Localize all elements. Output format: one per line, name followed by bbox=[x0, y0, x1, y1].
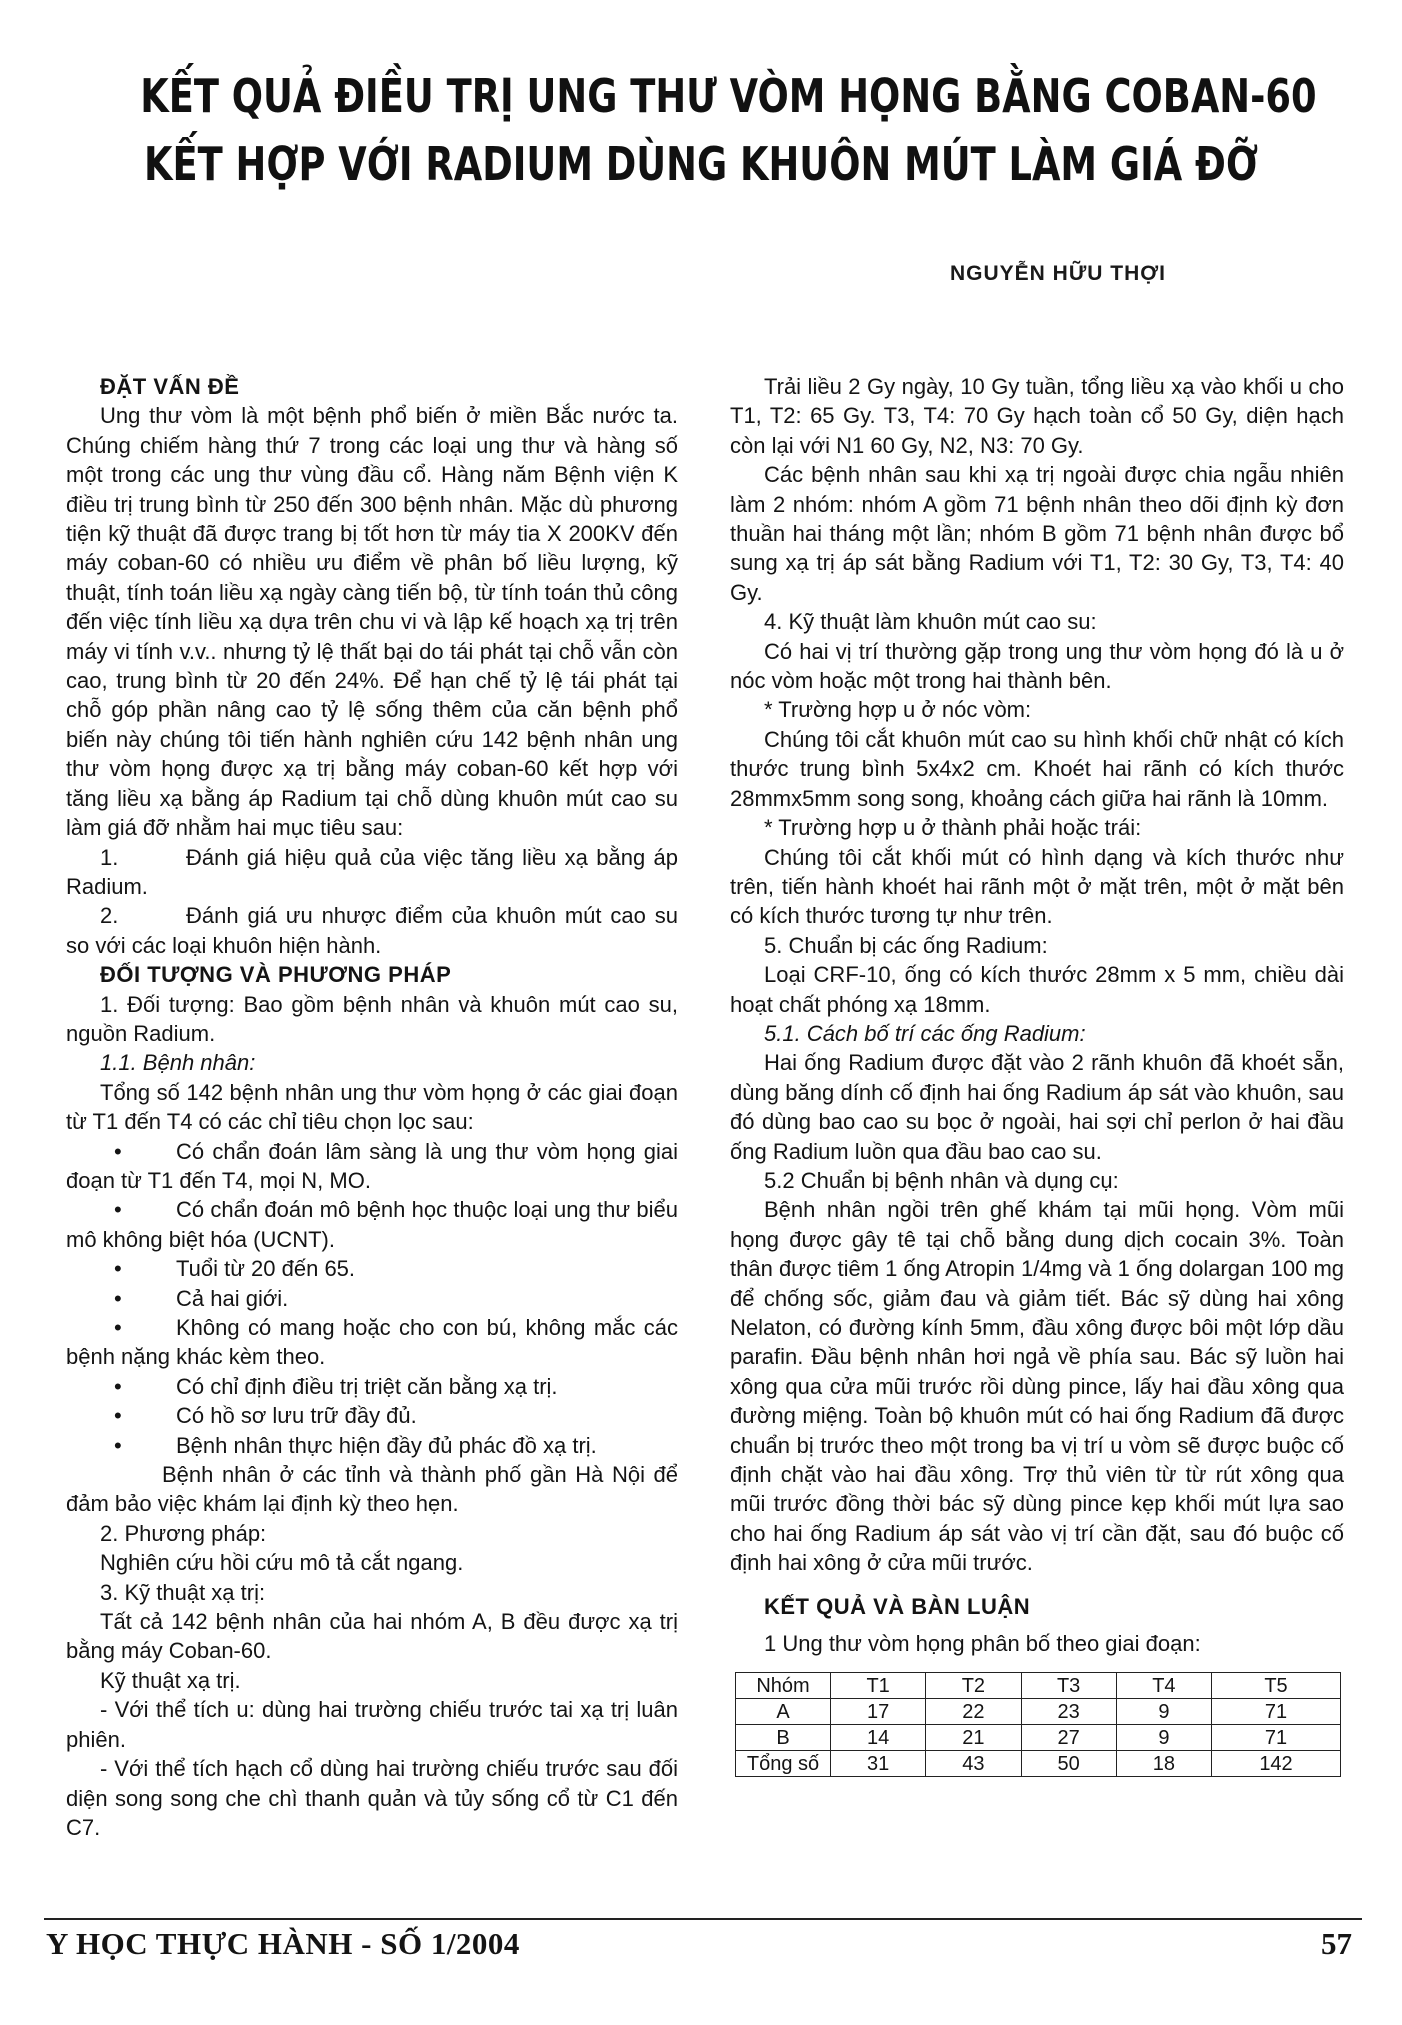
table-cell: A bbox=[736, 1699, 831, 1725]
table-cell: 142 bbox=[1212, 1751, 1341, 1777]
goal-item-2 bbox=[66, 901, 678, 960]
title-line-1: KẾT QUẢ ĐIỀU TRỊ UNG THƯ VÒM HỌNG BẰNG COBAN-60 bbox=[140, 69, 1317, 123]
table-cell: Tổng số bbox=[736, 1751, 831, 1777]
criteria-item bbox=[66, 1195, 678, 1254]
technique-heading: 3. Kỹ thuật xạ trị: bbox=[100, 1579, 266, 1605]
bullet-marker: • bbox=[114, 1197, 122, 1223]
journal-name: Y HỌC THỰC HÀNH - SỐ 1/2004 bbox=[46, 1926, 520, 1961]
case-wall-paragraph: Chúng tôi cắt khối mút có hình dạng và kích thước như trên, tiến hành khoét hai rãnh một ở mặt trên, một ở mặt bên có kích thước tương tự như trên. bbox=[730, 844, 1344, 929]
goal-text-1: Đánh giá hiệu quả của việc tăng liều xạ bằng áp Radium. bbox=[66, 844, 678, 899]
section-heading-methods: ĐỐI TƯỢNG VÀ PHƯƠNG PHÁP bbox=[100, 962, 452, 988]
table-row bbox=[736, 1725, 1341, 1751]
table-cell: B bbox=[736, 1725, 831, 1751]
article-title bbox=[140, 62, 1317, 198]
table-header-cell: T4 bbox=[1116, 1673, 1211, 1699]
criteria-text: Không có mang hoặc cho con bú, không mắc các bệnh nặng khác kèm theo. bbox=[66, 1315, 678, 1370]
mold-paragraph: Có hai vị trí thường gặp trong ung thư vòm họng đó là u ở nóc vòm hoặc một trong hai thành bên. bbox=[730, 638, 1344, 694]
section-heading-intro: ĐẶT VẤN ĐỀ bbox=[100, 374, 240, 399]
intro-paragraph: Ung thư vòm là một bệnh phổ biến ở miền Bắc nước ta. Chúng chiếm hàng thứ 7 trong các loại ung thư và hàng số một trong các ung thư vùng đầu cổ. Hàng năm Bệnh viện K điều trị trung bình từ 250 đến 300 bệnh nhân. Mặc dù phương tiện kỹ thuật đã được trang bị tốt hơn từ máy tia X 200KV đến máy coban-60 có nhiều ưu điểm về phân bố liều lượng, kỹ thuật, tính toán liều xạ ngày càng tiến bộ, từ tính toán thủ công đến việc tính liều xạ dựa trên chu vi và lập kế hoạch xạ trị trên máy vi tính v.v.. nhưng tỷ lệ thất bại do tái phát tại chỗ vẫn còn cao, trung bình từ 20 đến 24%. Để hạn chế tỷ lệ tái phát tại chỗ góp phần nâng cao tỷ lệ sống thêm của căn bệnh phổ biến này chúng tôi tiến hành nghiên cứu 142 bệnh nhân ung thư vòm họng được xạ trị bằng máy coban-60 kết hợp với tăng liều xạ bằng áp Radium tại chỗ dùng khuôn mút cao su làm giá đỡ nhằm hai mục tiêu sau: bbox=[66, 403, 678, 841]
table-header-cell: T2 bbox=[926, 1673, 1021, 1699]
technique-subheading: Kỹ thuật xạ trị. bbox=[100, 1667, 241, 1693]
groups-paragraph: Các bệnh nhân sau khi xạ trị ngoài được chia ngẫu nhiên làm 2 nhóm: nhóm A gồm 71 bệnh nhân theo dõi định kỳ đơn thuần hai tháng một lần; nhóm B gồm 71 bệnh nhân được bổ sung xạ trị áp sát bằng Radium với T1, T2: 30 Gy, T3, T4: 40 Gy. bbox=[730, 462, 1344, 605]
author-name: NGUYỄN HỮU THỢI bbox=[949, 262, 1166, 285]
radium-paragraph: Loại CRF-10, ống có kích thước 28mm x 5 mm, chiều dài hoạt chất phóng xạ 18mm. bbox=[730, 962, 1344, 1017]
criteria-item bbox=[66, 1284, 678, 1313]
page-number: 57 bbox=[1321, 1926, 1352, 1961]
bullet-marker: • bbox=[114, 1256, 122, 1282]
radium-layout-paragraph: Hai ống Radium được đặt vào 2 rãnh khuôn đã khoét sẵn, dùng băng dính cố định hai ống Radium áp sát vào khuôn, sau đó dùng bao cao su bọc ở ngoài, hai sợi chỉ perlon ở hai đầu ống Radium luồn qua đầu bao cao su. bbox=[730, 1050, 1344, 1164]
criteria-text: Bệnh nhân thực hiện đầy đủ phác đồ xạ trị. bbox=[176, 1432, 597, 1458]
bullet-marker: • bbox=[114, 1403, 122, 1429]
dose-paragraph: Trải liều 2 Gy ngày, 10 Gy tuần, tổng liều xạ vào khối u cho T1, T2: 65 Gy. T3, T4: 70 Gy hạch toàn cổ 50 Gy, diện hạch còn lại với N1 60 Gy, N2, N3: 70 Gy. bbox=[730, 374, 1344, 458]
preparation-paragraph: Bệnh nhân ngồi trên ghế khám tại mũi họng. Vòm mũi họng được gây tê tại chỗ bằng dung dịch cocain 3%. Toàn thân được tiêm 1 ống Atropin 1/4mg và 1 ống dolargan 100 mg để chống sốc, giảm đau và giảm tiết. Bác sỹ dùng hai xông Nelaton, có đường kính 5mm, đầu xông được bôi một lớp dầu parafin. Đầu bệnh nhân hơi ngả về phía sau. Bác sỹ luồn hai xông qua cửa mũi trước rồi dùng pince, lấy hai đầu xông qua đường miệng. Toàn bộ khuôn mút có hai ống Radium đã được chuẩn bị trước theo một trong ba vị trí u vòm sẽ được buộc cố định chặt vào hai đầu xông. Trợ thủ viên từ từ rút xông qua mũi trước đồng thời bác sỹ dùng pince kẹp khối mút lựa sao cho hai ống Radium áp sát vào vị trí cần đặt, sau đó buộc cố định hai xông ở cửa mũi trước. bbox=[730, 1197, 1344, 1576]
criteria-text: Cả hai giới. bbox=[176, 1285, 289, 1311]
table-header-cell: Nhóm bbox=[736, 1673, 831, 1699]
criteria-text: Có chẩn đoán lâm sàng là ung thư vòm họng giai đoạn từ T1 đến T4, mọi N, MO. bbox=[66, 1138, 678, 1193]
section-heading-results: KẾT QUẢ VÀ BÀN LUẬN bbox=[764, 1593, 1031, 1619]
goal-number-1: 1. bbox=[100, 844, 119, 870]
node-volume-paragraph: - Với thể tích hạch cổ dùng hai trường chiếu trước sau đối diện song song che chì thanh quản và tủy sống cổ từ C1 đến C7. bbox=[66, 1756, 678, 1840]
results-paragraph: 1 Ung thư vòm họng phân bố theo giai đoạn: bbox=[764, 1631, 1201, 1657]
table-cell: 50 bbox=[1021, 1751, 1116, 1777]
criteria-item bbox=[66, 1431, 678, 1460]
table-cell: 43 bbox=[926, 1751, 1021, 1777]
criteria-text: Tuổi từ 20 đến 65. bbox=[176, 1256, 356, 1282]
table-header-cell: T1 bbox=[831, 1673, 926, 1699]
patients-paragraph: Tổng số 142 bệnh nhân ung thư vòm họng ở các giai đoạn từ T1 đến T4 có các chỉ tiêu chọn lọc sau: bbox=[66, 1079, 678, 1135]
method-heading: 2. Phương pháp: bbox=[100, 1520, 267, 1546]
table-cell: 18 bbox=[1116, 1751, 1211, 1777]
left-column bbox=[66, 372, 678, 1842]
criteria-item bbox=[66, 1254, 678, 1283]
right-column bbox=[730, 372, 1344, 1777]
table-cell: 71 bbox=[1212, 1725, 1341, 1751]
table-cell: 27 bbox=[1021, 1725, 1116, 1751]
goal-text-2: Đánh giá ưu nhược điểm của khuôn mút cao su so với các loại khuôn hiện hành. bbox=[66, 903, 678, 958]
criteria-item bbox=[66, 1137, 678, 1196]
table-cell: 9 bbox=[1116, 1699, 1211, 1725]
radium-layout-subheading: 5.1. Cách bố trí các ống Radium: bbox=[764, 1020, 1086, 1046]
bullet-marker: • bbox=[114, 1373, 122, 1399]
table-cell: 22 bbox=[926, 1699, 1021, 1725]
case-wall-heading: * Trường hợp u ở thành phải hoặc trái: bbox=[764, 815, 1142, 841]
table-cell: 31 bbox=[831, 1751, 926, 1777]
criteria-item bbox=[66, 1372, 678, 1401]
table-cell: 23 bbox=[1021, 1699, 1116, 1725]
criteria-text: Có hồ sơ lưu trữ đầy đủ. bbox=[176, 1403, 417, 1429]
radium-heading: 5. Chuẩn bị các ống Radium: bbox=[764, 932, 1048, 958]
bullet-marker: • bbox=[114, 1315, 122, 1340]
tumor-volume-paragraph: - Với thể tích u: dùng hai trường chiếu trước tai xạ trị luân phiên. bbox=[66, 1697, 678, 1752]
goal-number-2: 2. bbox=[100, 903, 119, 929]
title-line-2: KẾT HỢP VỚI RADIUM DÙNG KHUÔN MÚT LÀM GIÁ ĐỠ bbox=[143, 137, 1259, 191]
province-paragraph: Bệnh nhân ở các tỉnh và thành phố gần Hà Nội để đảm bảo việc khám lại định kỳ theo hẹn. bbox=[66, 1462, 678, 1517]
table-row bbox=[736, 1751, 1341, 1777]
goal-item-1 bbox=[66, 843, 678, 902]
table-cell: 14 bbox=[831, 1725, 926, 1751]
technique-paragraph: Tất cả 142 bệnh nhân của hai nhóm A, B đều được xạ trị bằng máy Coban-60. bbox=[66, 1609, 678, 1664]
criteria-text: Có chỉ định điều trị triệt căn bằng xạ trị. bbox=[176, 1373, 558, 1399]
table-header-cell: T5 bbox=[1212, 1673, 1341, 1699]
criteria-item bbox=[66, 1401, 678, 1430]
table-cell: 71 bbox=[1212, 1699, 1341, 1725]
table-cell: 17 bbox=[831, 1699, 926, 1725]
method-paragraph: Nghiên cứu hồi cứu mô tả cắt ngang. bbox=[100, 1550, 464, 1576]
case-roof-heading: * Trường hợp u ở nóc vòm: bbox=[764, 697, 1032, 723]
patients-subheading: 1.1. Bệnh nhân: bbox=[100, 1050, 256, 1076]
criteria-item bbox=[66, 1313, 678, 1372]
criteria-text: Có chẩn đoán mô bệnh học thuộc loại ung thư biểu mô không biệt hóa (UCNT). bbox=[66, 1197, 678, 1252]
table-header-row bbox=[736, 1673, 1341, 1699]
stage-distribution-table bbox=[735, 1672, 1341, 1777]
bullet-marker: • bbox=[114, 1138, 122, 1164]
table-row bbox=[736, 1699, 1341, 1725]
bullet-marker: • bbox=[114, 1285, 122, 1311]
case-roof-paragraph: Chúng tôi cắt khuôn mút cao su hình khối chữ nhật có kích thước trung bình 5x4x2 cm. Khoét hai rãnh có kích thước 28mmx5mm song song, khoảng cách giữa hai rãnh là 10mm. bbox=[730, 726, 1344, 811]
preparation-heading: 5.2 Chuẩn bị bệnh nhân và dụng cụ: bbox=[764, 1167, 1119, 1193]
bullet-marker: • bbox=[114, 1432, 122, 1458]
table-header-cell: T3 bbox=[1021, 1673, 1116, 1699]
table-cell: 9 bbox=[1116, 1725, 1211, 1751]
subjects-paragraph: 1. Đối tượng: Bao gồm bệnh nhân và khuôn mút cao su, nguồn Radium. bbox=[66, 991, 678, 1046]
footer-divider bbox=[44, 1918, 1362, 1920]
mold-heading: 4. Kỹ thuật làm khuôn mút cao su: bbox=[764, 609, 1097, 635]
table-cell: 21 bbox=[926, 1725, 1021, 1751]
